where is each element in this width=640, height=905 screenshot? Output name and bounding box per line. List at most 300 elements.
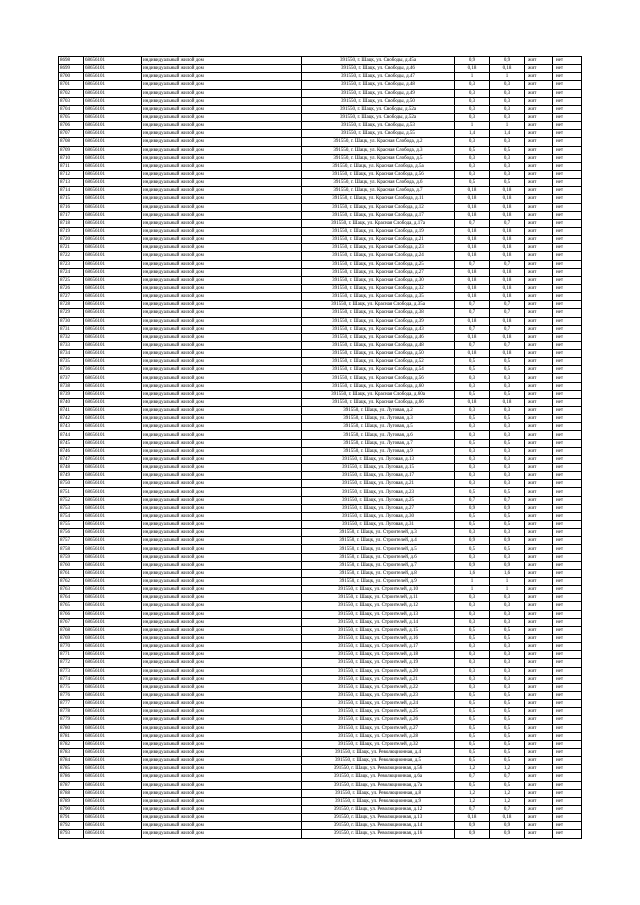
category-cell: жит [525, 260, 553, 268]
flag-cell: нет [553, 716, 582, 724]
value-1-cell: 0,3 [455, 97, 490, 105]
category-cell: жит [525, 447, 553, 455]
value-2-cell: 0,7 [490, 805, 525, 813]
address-cell: 391550, г. Шацк, ул. Строителей, д.24 [302, 700, 455, 708]
row-number-cell: 8732 [59, 333, 84, 341]
address-cell: 391550, г. Шацк, ул. Луговая, д.31 [302, 521, 455, 529]
row-number-cell: 8741 [59, 407, 84, 415]
oktmo-code-cell: 68656101 [84, 708, 142, 716]
category-cell: жит [525, 227, 553, 235]
address-cell: 391550, г. Шацк, ул. Строителей, д.15 [302, 626, 455, 634]
flag-cell: нет [553, 97, 582, 105]
value-2-cell: 0,7 [490, 325, 525, 333]
flag-cell: нет [553, 325, 582, 333]
category-cell: жит [525, 716, 553, 724]
table-row [59, 97, 582, 105]
object-type-cell: индивидуальный жилой дом [142, 716, 302, 724]
oktmo-code-cell: 68656101 [84, 374, 142, 382]
oktmo-code-cell: 68656101 [84, 227, 142, 235]
address-cell: 391550, г. Шацк, ул. Красная Слобода, д.17 [302, 211, 455, 219]
oktmo-code-cell: 68656101 [84, 113, 142, 121]
value-1-cell: 0,5 [455, 781, 490, 789]
object-type-cell: индивидуальный жилой дом [142, 293, 302, 301]
table-row [59, 691, 582, 699]
table-row [59, 170, 582, 178]
address-cell: 391550, г. Шацк, ул. Свободы, д.50 [302, 97, 455, 105]
row-number-cell: 8766 [59, 610, 84, 618]
flag-cell: нет [553, 276, 582, 284]
flag-cell: нет [553, 439, 582, 447]
value-1-cell: 0,18 [455, 276, 490, 284]
object-type-cell: индивидуальный жилой дом [142, 187, 302, 195]
oktmo-code-cell: 68656101 [84, 333, 142, 341]
value-2-cell: 0,7 [490, 341, 525, 349]
row-number-cell: 8744 [59, 431, 84, 439]
flag-cell: нет [553, 301, 582, 309]
value-1-cell: 0,3 [455, 105, 490, 113]
object-type-cell: индивидуальный жилой дом [142, 73, 302, 81]
object-type-cell: индивидуальный жилой дом [142, 390, 302, 398]
table-row [59, 805, 582, 813]
flag-cell: нет [553, 260, 582, 268]
oktmo-code-cell: 68656101 [84, 504, 142, 512]
row-number-cell: 8746 [59, 447, 84, 455]
object-type-cell: индивидуальный жилой дом [142, 260, 302, 268]
row-number-cell: 8700 [59, 73, 84, 81]
address-cell: 391550, г. Шацк, ул. Красная Слобода, д.7 [302, 187, 455, 195]
object-type-cell: индивидуальный жилой дом [142, 105, 302, 113]
object-type-cell: индивидуальный жилой дом [142, 545, 302, 553]
oktmo-code-cell: 68656101 [84, 105, 142, 113]
flag-cell: нет [553, 480, 582, 488]
object-type-cell: индивидуальный жилой дом [142, 683, 302, 691]
value-1-cell: 0,9 [455, 822, 490, 830]
value-2-cell: 1,2 [490, 789, 525, 797]
oktmo-code-cell: 68656101 [84, 170, 142, 178]
flag-cell: нет [553, 610, 582, 618]
category-cell: жит [525, 724, 553, 732]
value-1-cell: 0,5 [455, 415, 490, 423]
object-type-cell: индивидуальный жилой дом [142, 415, 302, 423]
flag-cell: нет [553, 211, 582, 219]
object-type-cell: индивидуальный жилой дом [142, 472, 302, 480]
row-number-cell: 8751 [59, 488, 84, 496]
row-number-cell: 8780 [59, 724, 84, 732]
value-1-cell: 0,18 [455, 350, 490, 358]
value-2-cell: 0,5 [490, 732, 525, 740]
category-cell: жит [525, 146, 553, 154]
table-row [59, 683, 582, 691]
category-cell: жит [525, 545, 553, 553]
address-cell: 391550, г. Шацк, ул. Революционная, д.9 [302, 797, 455, 805]
address-cell: 391550, г. Шацк, ул. Красная Слобода, д.3 [302, 146, 455, 154]
flag-cell: нет [553, 105, 582, 113]
flag-cell: нет [553, 122, 582, 130]
object-type-cell: индивидуальный жилой дом [142, 203, 302, 211]
address-cell: 391550, г. Шацк, ул. Свободы, д.55 [302, 130, 455, 138]
table-row [59, 700, 582, 708]
value-1-cell: 0,18 [455, 203, 490, 211]
oktmo-code-cell: 68656101 [84, 740, 142, 748]
oktmo-code-cell: 68656101 [84, 594, 142, 602]
flag-cell: нет [553, 81, 582, 89]
table-row [59, 89, 582, 97]
table-row [59, 602, 582, 610]
object-type-cell: индивидуальный жилой дом [142, 537, 302, 545]
object-type-cell: индивидуальный жилой дом [142, 602, 302, 610]
object-type-cell: индивидуальный жилой дом [142, 822, 302, 830]
table-row [59, 195, 582, 203]
table-row [59, 122, 582, 130]
value-2-cell: 0,3 [490, 667, 525, 675]
row-number-cell: 8784 [59, 757, 84, 765]
value-2-cell: 0,18 [490, 195, 525, 203]
flag-cell: нет [553, 398, 582, 406]
flag-cell: нет [553, 113, 582, 121]
flag-cell: нет [553, 708, 582, 716]
address-cell: 391550, г. Шацк, ул. Красная Слобода, д.48 [302, 341, 455, 349]
object-type-cell: индивидуальный жилой дом [142, 219, 302, 227]
address-cell: 391550, г. Шацк, ул. Строителей, д.22 [302, 683, 455, 691]
category-cell: жит [525, 765, 553, 773]
address-cell: 391550, г. Шацк, ул. Строителей, д.19 [302, 659, 455, 667]
object-type-cell: индивидуальный жилой дом [142, 732, 302, 740]
address-cell: 391550, г. Шацк, ул. Строителей, д.7 [302, 561, 455, 569]
value-2-cell: 0,5 [490, 366, 525, 374]
address-cell: 391550, г. Шацк, ул. Строителей, д.6 [302, 553, 455, 561]
value-1-cell: 0,3 [455, 529, 490, 537]
address-cell: 391550, г. Шацк, ул. Революционная, д.8 [302, 789, 455, 797]
value-2-cell: 0,5 [490, 781, 525, 789]
flag-cell: нет [553, 643, 582, 651]
oktmo-code-cell: 68656101 [84, 724, 142, 732]
value-2-cell: 0,18 [490, 227, 525, 235]
oktmo-code-cell: 68656101 [84, 651, 142, 659]
value-1-cell: 0,18 [455, 211, 490, 219]
row-number-cell: 8773 [59, 667, 84, 675]
object-type-cell: индивидуальный жилой дом [142, 496, 302, 504]
category-cell: жит [525, 504, 553, 512]
category-cell: жит [525, 170, 553, 178]
object-type-cell: индивидуальный жилой дом [142, 830, 302, 838]
object-type-cell: индивидуальный жилой дом [142, 113, 302, 121]
row-number-cell: 8792 [59, 822, 84, 830]
table-row [59, 333, 582, 341]
value-1-cell: 0,3 [455, 170, 490, 178]
value-2-cell: 0,9 [490, 822, 525, 830]
table-row [59, 236, 582, 244]
address-cell: 391550, г. Шацк, ул. Свободы, д.52а [302, 113, 455, 121]
table-row [59, 350, 582, 358]
table-row [59, 455, 582, 463]
value-1-cell: 0,3 [455, 154, 490, 162]
address-cell: 391550, г. Шацк, ул. Строителей, д.12 [302, 602, 455, 610]
object-type-cell: индивидуальный жилой дом [142, 626, 302, 634]
address-cell: 391550, г. Шацк, ул. Строителей, д.5 [302, 545, 455, 553]
category-cell: жит [525, 464, 553, 472]
row-number-cell: 8712 [59, 170, 84, 178]
flag-cell: нет [553, 569, 582, 577]
category-cell: жит [525, 179, 553, 187]
value-1-cell: 0,18 [455, 236, 490, 244]
flag-cell: нет [553, 390, 582, 398]
row-number-cell: 8717 [59, 211, 84, 219]
oktmo-code-cell: 68656101 [84, 187, 142, 195]
table-row [59, 439, 582, 447]
value-2-cell: 0,5 [490, 439, 525, 447]
object-type-cell: индивидуальный жилой дом [142, 740, 302, 748]
value-2-cell: 0,3 [490, 113, 525, 121]
row-number-cell: 8783 [59, 748, 84, 756]
oktmo-code-cell: 68656101 [84, 748, 142, 756]
value-2-cell: 0,7 [490, 260, 525, 268]
table-row [59, 545, 582, 553]
object-type-cell: индивидуальный жилой дом [142, 301, 302, 309]
row-number-cell: 8748 [59, 464, 84, 472]
address-cell: 391550, г. Шацк, ул. Красная Слобода, д.35 [302, 293, 455, 301]
object-type-cell: индивидуальный жилой дом [142, 325, 302, 333]
object-type-cell: индивидуальный жилой дом [142, 447, 302, 455]
table-row [59, 789, 582, 797]
value-1-cell: 0,3 [455, 464, 490, 472]
row-number-cell: 8728 [59, 301, 84, 309]
oktmo-code-cell: 68656101 [84, 643, 142, 651]
value-1-cell: 0,5 [455, 691, 490, 699]
address-cell: 391550, г. Шацк, ул. Строителей, д.23 [302, 691, 455, 699]
value-2-cell: 0,3 [490, 105, 525, 113]
flag-cell: нет [553, 797, 582, 805]
flag-cell: нет [553, 748, 582, 756]
table-row [59, 529, 582, 537]
value-2-cell: 0,9 [490, 830, 525, 838]
flag-cell: нет [553, 675, 582, 683]
category-cell: жит [525, 732, 553, 740]
address-cell: 391550, г. Шацк, ул. Красная Слобода, д.52 [302, 358, 455, 366]
category-cell: жит [525, 814, 553, 822]
row-number-cell: 8762 [59, 578, 84, 586]
value-2-cell: 0,3 [490, 431, 525, 439]
category-cell: жит [525, 407, 553, 415]
value-1-cell: 0,18 [455, 293, 490, 301]
value-1-cell: 0,18 [455, 268, 490, 276]
value-1-cell: 0,3 [455, 382, 490, 390]
table-row [59, 634, 582, 642]
category-cell: жит [525, 276, 553, 284]
table-row [59, 659, 582, 667]
row-number-cell: 8763 [59, 586, 84, 594]
value-1-cell: 0,18 [455, 252, 490, 260]
value-1-cell: 0,5 [455, 634, 490, 642]
value-2-cell: 0,18 [490, 317, 525, 325]
value-2-cell: 0,3 [490, 643, 525, 651]
table-row [59, 244, 582, 252]
value-2-cell: 0,5 [490, 626, 525, 634]
object-type-cell: индивидуальный жилой дом [142, 578, 302, 586]
object-type-cell: индивидуальный жилой дом [142, 366, 302, 374]
value-2-cell: 0,5 [490, 512, 525, 520]
address-cell: 391550, г. Шацк, ул. Красная Слобода, д.24 [302, 252, 455, 260]
table-row [59, 447, 582, 455]
row-number-cell: 8699 [59, 65, 84, 73]
value-1-cell: 0,3 [455, 480, 490, 488]
value-2-cell: 0,5 [490, 146, 525, 154]
oktmo-code-cell: 68656101 [84, 284, 142, 292]
object-type-cell: индивидуальный жилой дом [142, 154, 302, 162]
object-type-cell: индивидуальный жилой дом [142, 691, 302, 699]
address-cell: 391550, г. Шацк, ул. Красная Слобода, д.60а [302, 390, 455, 398]
flag-cell: нет [553, 382, 582, 390]
oktmo-code-cell: 68656101 [84, 521, 142, 529]
category-cell: жит [525, 797, 553, 805]
address-cell: 391550, г. Шацк, ул. Революционная, д.6а [302, 773, 455, 781]
table-row [59, 73, 582, 81]
value-2-cell: 0,3 [490, 529, 525, 537]
value-1-cell: 0,5 [455, 358, 490, 366]
object-type-cell: индивидуальный жилой дом [142, 130, 302, 138]
address-cell: 391550, г. Шацк, ул. Луговая, д.21 [302, 480, 455, 488]
object-type-cell: индивидуальный жилой дом [142, 814, 302, 822]
row-number-cell: 8787 [59, 781, 84, 789]
category-cell: жит [525, 781, 553, 789]
value-1-cell: 0,5 [455, 748, 490, 756]
row-number-cell: 8739 [59, 390, 84, 398]
address-cell: 391550, г. Шацк, ул. Красная Слобода, д.66 [302, 398, 455, 406]
flag-cell: нет [553, 366, 582, 374]
row-number-cell: 8723 [59, 260, 84, 268]
oktmo-code-cell: 68656101 [84, 472, 142, 480]
row-number-cell: 8752 [59, 496, 84, 504]
flag-cell: нет [553, 179, 582, 187]
value-2-cell: 1,4 [490, 130, 525, 138]
table-row [59, 57, 582, 65]
object-type-cell: индивидуальный жилой дом [142, 398, 302, 406]
table-row [59, 748, 582, 756]
address-cell: 391550, г. Шацк, ул. Луговая, д.2 [302, 407, 455, 415]
row-number-cell: 8790 [59, 805, 84, 813]
row-number-cell: 8743 [59, 423, 84, 431]
value-1-cell: 0,3 [455, 455, 490, 463]
value-2-cell: 0,7 [490, 219, 525, 227]
row-number-cell: 8757 [59, 537, 84, 545]
flag-cell: нет [553, 138, 582, 146]
oktmo-code-cell: 68656101 [84, 431, 142, 439]
table-row [59, 398, 582, 406]
value-2-cell: 0,3 [490, 382, 525, 390]
address-cell: 391550, г. Шацк, ул. Луговая, д.5 [302, 423, 455, 431]
table-row [59, 480, 582, 488]
table-row [59, 496, 582, 504]
value-2-cell: 0,18 [490, 203, 525, 211]
address-cell: 391550, г. Шацк, ул. Свободы, д.45а [302, 57, 455, 65]
table-row [59, 358, 582, 366]
row-number-cell: 8769 [59, 634, 84, 642]
table-row [59, 504, 582, 512]
value-2-cell: 0,5 [490, 757, 525, 765]
object-type-cell: индивидуальный жилой дом [142, 268, 302, 276]
table-row [59, 260, 582, 268]
address-cell: 391550, г. Шацк, ул. Красная Слобода, д.5а [302, 162, 455, 170]
flag-cell: нет [553, 683, 582, 691]
value-2-cell: 0,5 [490, 748, 525, 756]
flag-cell: нет [553, 415, 582, 423]
address-cell: 391550, г. Шацк, ул. Луговая, д.3 [302, 415, 455, 423]
address-cell: 391550, г. Шацк, ул. Строителей, д.27 [302, 724, 455, 732]
row-number-cell: 8725 [59, 276, 84, 284]
row-number-cell: 8698 [59, 57, 84, 65]
flag-cell: нет [553, 146, 582, 154]
row-number-cell: 8749 [59, 472, 84, 480]
value-2-cell: 0,5 [490, 488, 525, 496]
category-cell: жит [525, 350, 553, 358]
oktmo-code-cell: 68656101 [84, 691, 142, 699]
value-1-cell: 0,3 [455, 553, 490, 561]
row-number-cell: 8707 [59, 130, 84, 138]
address-cell: 391550, г. Шацк, ул. Красная Слобода, д.56 [302, 374, 455, 382]
category-cell: жит [525, 472, 553, 480]
table-row [59, 301, 582, 309]
value-2-cell: 1 [490, 73, 525, 81]
row-number-cell: 8768 [59, 626, 84, 634]
object-type-cell: индивидуальный жилой дом [142, 504, 302, 512]
value-1-cell: 0,18 [455, 195, 490, 203]
object-type-cell: индивидуальный жилой дом [142, 350, 302, 358]
oktmo-code-cell: 68656101 [84, 561, 142, 569]
value-1-cell: 0,18 [455, 317, 490, 325]
object-type-cell: индивидуальный жилой дом [142, 610, 302, 618]
category-cell: жит [525, 366, 553, 374]
value-2-cell: 1 [490, 122, 525, 130]
category-cell: жит [525, 773, 553, 781]
table-row [59, 81, 582, 89]
row-number-cell: 8709 [59, 146, 84, 154]
oktmo-code-cell: 68656101 [84, 496, 142, 504]
value-2-cell: 0,18 [490, 293, 525, 301]
row-number-cell: 8719 [59, 227, 84, 235]
category-cell: жит [525, 162, 553, 170]
flag-cell: нет [553, 350, 582, 358]
value-1-cell: 0,3 [455, 667, 490, 675]
category-cell: жит [525, 73, 553, 81]
value-2-cell: 0,9 [490, 504, 525, 512]
oktmo-code-cell: 68656101 [84, 317, 142, 325]
row-number-cell: 8702 [59, 89, 84, 97]
row-number-cell: 8721 [59, 244, 84, 252]
value-2-cell: 0,9 [490, 57, 525, 65]
row-number-cell: 8718 [59, 219, 84, 227]
value-1-cell: 0,5 [455, 512, 490, 520]
oktmo-code-cell: 68656101 [84, 293, 142, 301]
address-cell: 391550, г. Шацк, ул. Красная Слобода, д.50 [302, 350, 455, 358]
address-cell: 391550, г. Шацк, ул. Красная Слобода, д.2 [302, 138, 455, 146]
value-2-cell: 0,9 [490, 561, 525, 569]
value-1-cell: 0,3 [455, 89, 490, 97]
value-2-cell: 0,18 [490, 252, 525, 260]
value-1-cell: 0,7 [455, 219, 490, 227]
category-cell: жит [525, 431, 553, 439]
address-cell: 391550, г. Шацк, ул. Красная Слобода, д.60 [302, 382, 455, 390]
value-1-cell: 0,7 [455, 496, 490, 504]
value-1-cell: 0,5 [455, 179, 490, 187]
row-number-cell: 8753 [59, 504, 84, 512]
value-1-cell: 0,7 [455, 260, 490, 268]
value-2-cell: 1,2 [490, 765, 525, 773]
flag-cell: нет [553, 740, 582, 748]
value-1-cell: 0,5 [455, 740, 490, 748]
value-2-cell: 0,5 [490, 691, 525, 699]
oktmo-code-cell: 68656101 [84, 350, 142, 358]
value-2-cell: 0,7 [490, 309, 525, 317]
category-cell: жит [525, 187, 553, 195]
